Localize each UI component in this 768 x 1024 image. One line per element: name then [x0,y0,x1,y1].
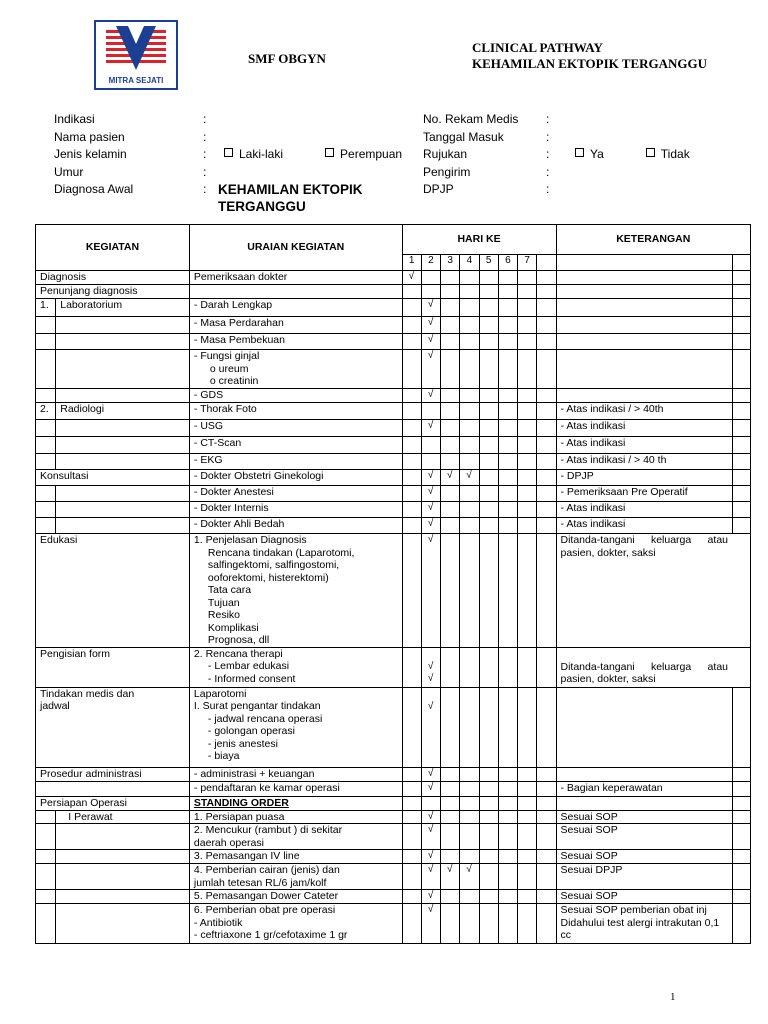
tindakan-line: - jenis anestesi [207,737,278,750]
table-row [36,502,751,518]
edukasi-line: 1. Penjelasan Diagnosis [193,534,307,546]
table-row [36,890,751,904]
colon: : [546,147,550,161]
fungsi-ginjal-text: - Fungsi ginjal [193,350,260,362]
check-mark: √ [421,687,440,767]
edukasi-line: Rencana tindakan (Laparotomi, [207,546,355,559]
check-mark: √ [402,271,421,285]
table-row [36,317,751,334]
table-row [36,687,751,767]
colon: : [546,164,550,179]
colon: : [546,182,550,196]
cairan-line-1: 4. Pemberian cairan (jenis) dan [193,864,340,876]
check-mark: √ [421,334,440,350]
mitra-sejati-logo [94,20,178,90]
label-tanggal-masuk: Tanggal Masuk [423,129,504,144]
kegiatan-perawat: I Perawat [56,810,190,824]
keterangan-internis: - Atas indikasi [556,502,732,518]
uraian-dokter-bedah: - Dokter Ahli Bedah [189,518,402,534]
uraian-edukasi [189,534,402,648]
check-mark: √ [421,518,440,534]
uraian-usg: - USG [189,420,402,437]
mencukur-line-1: 2. Mencukur (rambut ) di sekitar [193,824,343,836]
edukasi-line: Tujuan [207,596,240,609]
uraian-gds: - GDS [189,389,402,403]
colon: : [546,129,550,144]
day-4: 4 [460,255,479,271]
cairan-line-2: jumlah tetesan RL/6 jam/kolf [193,876,327,889]
obat-line: - ceftriaxone 1 gr/cefotaxime 1 gr [193,929,348,941]
keterangan-so4: Sesuai DPJP [556,864,732,890]
kegiatan-pengisian-form: Pengisian form [36,647,190,687]
check-mark: √ [421,470,440,486]
keterangan-so5: Sesuai SOP [556,890,732,904]
header-kegiatan: KEGIATAN [36,225,190,271]
label-jenis-kelamin: Jenis kelamin [54,147,127,161]
uraian-darah-lengkap: - Darah Lengkap [189,299,402,317]
table-row [36,299,751,317]
uraian-fungsi-ginjal [189,350,402,389]
checkbox-ya[interactable] [575,148,584,157]
keterangan-obsgin: - DPJP [556,470,732,486]
table-row [36,334,751,350]
check-mark: √ [441,470,460,486]
page-number: 1 [670,991,676,1003]
table-row [36,534,751,648]
keterangan-so1: Sesuai SOP [556,810,732,824]
table-row [36,796,751,810]
check-mark: √ [460,470,479,486]
keterangan-pendaftaran: - Bagian keperawatan [556,781,732,796]
patient-labels-left [54,111,133,199]
check-mark: √ [421,850,440,864]
check-mark: √ [421,534,440,648]
keterangan-so3: Sesuai SOP [556,850,732,864]
table-row [36,647,751,687]
uraian-administrasi: - administrasi + keuangan [189,767,402,781]
table-row [36,518,751,534]
uraian-standing-order: STANDING ORDER [189,796,402,810]
edukasi-line: ooforektomi, histerektomi) [207,571,329,584]
check-mark: √ [421,781,440,796]
check-mark: √ [421,904,440,944]
day-3: 3 [441,255,460,271]
uraian-pemberian-cairan [189,864,402,890]
kegiatan-radiologi: Radiologi [56,403,190,420]
tindakan-line: - golongan operasi [207,725,295,737]
edukasi-line: Tata cara [207,584,252,596]
keterangan-anestesi: - Pemeriksaan Pre Operatif [556,486,732,502]
kegiatan-konsultasi: Konsultasi [36,470,190,486]
keterangan-usg: - Atas indikasi [556,420,732,437]
option-laki-laki: Laki-laki [239,147,284,161]
cp-title [472,40,707,72]
check-mark: √ [421,299,440,317]
check-mark: √ [421,486,440,502]
gender-options [224,146,402,164]
uraian-pemeriksaan-dokter: Pemeriksaan dokter [189,271,402,285]
check-mark: √ [421,864,440,890]
edukasi-line: Resiko [207,609,241,621]
row-number: 2. [36,403,56,420]
check-mark: √ [460,864,479,890]
uraian-mencukur [189,824,402,850]
table-row [36,824,751,850]
check-mark: √ [421,350,440,389]
uraian-ct-scan: - CT-Scan [189,437,402,454]
colon: : [203,129,207,144]
day-7: 7 [517,255,536,271]
tindakan-line: - jadwal rencana operasi [207,712,323,725]
uraian-pendaftaran: - pendaftaran ke kamar operasi [189,781,402,796]
edukasi-line: Komplikasi [207,621,259,634]
kegiatan-laboratorium: Laboratorium [56,299,190,317]
label-no-rekam-medis: No. Rekam Medis [423,112,519,126]
label-pengirim: Pengirim [423,164,471,179]
table-row [36,486,751,502]
mencukur-line-2: daerah operasi [193,836,264,849]
keterangan-ekg: - Atas indikasi / > 40 th [556,454,732,470]
table-row [36,350,751,389]
kegiatan-prosedur-administrasi: Prosedur administrasi [36,767,190,781]
label-rujukan: Rujukan [423,147,468,161]
check-mark: √ [421,824,440,850]
kegiatan-edukasi: Edukasi [36,534,190,648]
colon: : [546,112,550,126]
ureum-text: o ureum [209,362,249,375]
table-header-row [36,225,751,255]
table-row [36,810,751,824]
day-1: 1 [402,255,421,271]
uraian-pengisian [189,647,402,687]
table-row [36,389,751,403]
table-row [36,767,751,781]
uraian-dokter-obsgin: - Dokter Obstetri Ginekologi [189,470,402,486]
tindakan-line: - biaya [207,750,240,762]
patient-colons-right [546,111,549,199]
checkbox-perempuan[interactable] [325,148,334,157]
uraian-dower-cateter: 5. Pemasangan Dower Cateter [189,890,402,904]
option-tidak: Tidak [660,147,690,161]
tindakan-line-1: Tindakan medis dan [40,687,135,700]
table-row [36,904,751,944]
table-row [36,454,751,470]
pengisian-line: 2. Rencana therapi [193,647,283,660]
uraian-tindakan [189,687,402,767]
label-umur: Umur [54,164,84,179]
header-uraian: URAIAN KEGIATAN [189,225,402,271]
cp-title-line-2: KEHAMILAN EKTOPIK TERGANGGU [472,56,707,71]
header-hari-ke: HARI KE [402,225,556,255]
checkbox-laki-laki[interactable] [224,148,233,157]
checkbox-tidak[interactable] [646,148,655,157]
uraian-dokter-anestesi: - Dokter Anestesi [189,486,402,502]
uraian-obat-pre-operasi [189,904,402,944]
uraian-persiapan-puasa: 1. Persiapan puasa [189,810,402,824]
diagnosa-line-1: KEHAMILAN EKTOPIK [218,182,363,197]
tindakan-line-2: jadwal [40,700,70,712]
label-diagnosa-awal: Diagnosa Awal [54,182,134,196]
uraian-masa-pembekuan: - Masa Pembekuan [189,334,402,350]
option-perempuan: Perempuan [340,147,403,161]
cp-title-line-1: CLINICAL PATHWAY [472,40,603,55]
pengisian-line: - Lembar edukasi [207,660,290,672]
check-mark: √ [421,389,440,403]
check-mark: √ √ [421,647,440,687]
day-6: 6 [498,255,517,271]
keterangan-ct-scan: - Atas indikasi [556,437,732,454]
clinical-pathway-table [35,224,751,944]
keterangan-bedah: - Atas indikasi [556,518,732,534]
logo-text: MITRA SEJATI [108,76,164,85]
kreatinin-text: o creatinin [209,375,259,387]
keterangan-so2: Sesuai SOP [556,824,732,850]
edukasi-line: Prognosa, dll [207,634,270,646]
keterangan-pengisian: Ditanda-tangani keluarga atau pasien, dokter, saksi [556,647,751,687]
option-ya: Ya [590,147,604,161]
pengisian-line: - Informed consent [207,672,296,685]
colon: : [203,112,207,126]
keterangan-edukasi: Ditanda-tangani keluarga atau pasien, dokter, saksi [556,534,751,648]
header-keterangan: KETERANGAN [556,225,751,255]
check-mark: √ [421,810,440,824]
check-mark: √ [421,767,440,781]
table-row [36,403,751,420]
table-row [36,850,751,864]
uraian-thorak-foto: - Thorak Foto [189,403,402,420]
kegiatan-penunjang: Penunjang diagnosis [36,285,190,299]
check-mark: √ [421,890,440,904]
check-mark: √ [421,502,440,518]
obat-line: 6. Pemberian obat pre operasi [193,904,336,916]
uraian-iv-line: 3. Pemasangan IV line [189,850,402,864]
patient-labels-right [423,111,518,199]
uraian-masa-perdarahan: - Masa Perdarahan [189,317,402,334]
keterangan-so6: Sesuai SOP pemberian obat inj Didahului test alergi intrakutan 0,1 cc [556,904,732,944]
check-mark: √ [421,420,440,437]
diagnosa-value [218,181,363,215]
table-row [36,285,751,299]
kegiatan-diagnosis: Diagnosis [36,271,190,285]
day-2: 2 [421,255,440,271]
day-5: 5 [479,255,498,271]
table-row [36,271,751,285]
colon: : [203,147,207,161]
colon: : [203,164,207,179]
kegiatan-tindakan-medis [36,687,190,767]
tindakan-line: Laparotomi [193,687,247,700]
uraian-dokter-internis: - Dokter Internis [189,502,402,518]
table-row [36,781,751,796]
table-row [36,420,751,437]
row-number: 1. [36,299,56,317]
table-row [36,470,751,486]
label-indikasi: Indikasi [54,112,95,126]
tindakan-line: I. Surat pengantar tindakan [193,700,321,712]
rujukan-options [575,146,690,164]
edukasi-line: salfingektomi, salfingostomi, [207,559,340,571]
colon: : [203,182,207,196]
keterangan-thorak: - Atas indikasi / > 40th [556,403,732,420]
table-row [36,437,751,454]
check-mark: √ [441,864,460,890]
smf-label: SMF OBGYN [248,51,326,66]
patient-colons-left [203,111,206,199]
uraian-ekg: - EKG [189,454,402,470]
table-row [36,864,751,890]
check-mark: √ [421,317,440,334]
kegiatan-persiapan-operasi: Persiapan Operasi [36,796,190,810]
obat-line: - Antibiotik [193,916,243,929]
label-dpjp: DPJP [423,182,454,196]
diagnosa-line-2: TERGANGGU [218,199,306,214]
label-nama-pasien: Nama pasien [54,129,125,144]
